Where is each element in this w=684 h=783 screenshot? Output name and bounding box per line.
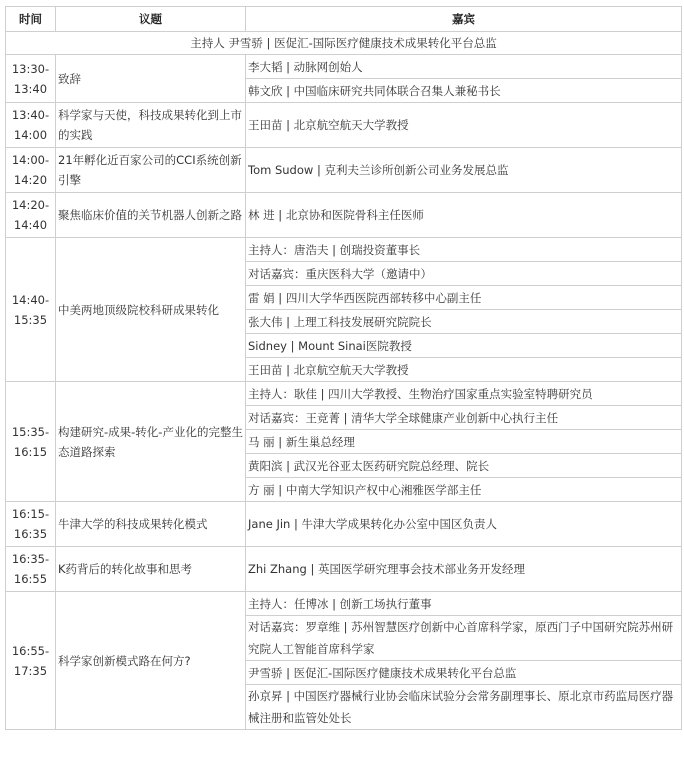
- session-time: 16:15-16:35: [6, 502, 56, 547]
- session-topic: 科学家与天使，科技成果转化到上市的实践: [56, 103, 246, 148]
- header-time: 时间: [6, 7, 56, 32]
- guest-cell: 尹雪骄 | 医促汇-国际医疗健康技术成果转化平台总监: [246, 661, 682, 685]
- session-row: [6, 103, 682, 148]
- session-topic: 牛津大学的科技成果转化模式: [56, 502, 246, 547]
- session-topic: 中美两地顶级院校科研成果转化: [56, 238, 246, 382]
- guest-cell: 对话嘉宾：重庆医科大学（邀请中）: [246, 262, 682, 286]
- guest-cell: 对话嘉宾：罗章维 | 苏州智慧医疗创新中心首席科学家，原西门子中国研究院苏州研究院人工智能首席科学家: [246, 616, 682, 661]
- session-time: 13:40-14:00: [6, 103, 56, 148]
- session-row: [6, 502, 682, 547]
- guest-cell: 黄阳滨 | 武汉光谷亚太医药研究院总经理、院长: [246, 454, 682, 478]
- host-cell: 主持人 尹雪骄 | 医促汇-国际医疗健康技术成果转化平台总监: [6, 32, 682, 55]
- session-time: 14:40-15:35: [6, 238, 56, 382]
- session-row: [6, 148, 682, 193]
- guest-cell: 主持人：唐浩夫 | 创瑞投资董事长: [246, 238, 682, 262]
- session-time: 16:55-17:35: [6, 592, 56, 730]
- guest-cell: Sidney | Mount Sinai医院教授: [246, 334, 682, 358]
- guest-cell: 雷 娟 | 四川大学华西医院西部转移中心副主任: [246, 286, 682, 310]
- session-topic: 科学家创新模式路在何方?: [56, 592, 246, 730]
- session-time: 15:35-16:15: [6, 382, 56, 502]
- session-time: 14:00-14:20: [6, 148, 56, 193]
- guest-cell: Zhi Zhang | 英国医学研究理事会技术部业务开发经理: [246, 547, 682, 592]
- agenda-table: [5, 6, 682, 730]
- header-guest: 嘉宾: [246, 7, 682, 32]
- session-row: [6, 592, 682, 616]
- session-time: 16:35-16:55: [6, 547, 56, 592]
- host-row: [6, 32, 682, 55]
- guest-cell: 马 丽 | 新生巢总经理: [246, 430, 682, 454]
- guest-cell: 林 进 | 北京协和医院骨科主任医师: [246, 193, 682, 238]
- guest-cell: 王田苗 | 北京航空航天大学教授: [246, 103, 682, 148]
- session-topic: K药背后的转化故事和思考: [56, 547, 246, 592]
- guest-cell: 韩文欣 | 中国临床研究共同体联合召集人兼秘书长: [246, 79, 682, 103]
- guest-cell: 张大伟 | 上理工科技发展研究院院长: [246, 310, 682, 334]
- session-topic: 构建研究-成果-转化-产业化的完整生态道路探索: [56, 382, 246, 502]
- session-topic: 致辞: [56, 55, 246, 103]
- guest-cell: 孙京昇 | 中国医疗器械行业协会临床试验分会常务副理事长、原北京市药监局医疗器械注册和监管处处长: [246, 685, 682, 730]
- session-topic: 21年孵化近百家公司的CCI系统创新引擎: [56, 148, 246, 193]
- session-row: [6, 238, 682, 262]
- guest-cell: 主持人：任博冰 | 创新工场执行董事: [246, 592, 682, 616]
- guest-cell: 李大韬 | 动脉网创始人: [246, 55, 682, 79]
- session-time: 13:30-13:40: [6, 55, 56, 103]
- guest-cell: Tom Sudow | 克利夫兰诊所创新公司业务发展总监: [246, 148, 682, 193]
- guest-cell: Jane Jin | 牛津大学成果转化办公室中国区负责人: [246, 502, 682, 547]
- session-row: [6, 193, 682, 238]
- guest-cell: 方 丽 | 中南大学知识产权中心湘雅医学部主任: [246, 478, 682, 502]
- session-row: [6, 547, 682, 592]
- session-row: [6, 55, 682, 79]
- guest-cell: 对话嘉宾：王竞菁 | 清华大学全球健康产业创新中心执行主任: [246, 406, 682, 430]
- session-row: [6, 382, 682, 406]
- guest-cell: 王田苗 | 北京航空航天大学教授: [246, 358, 682, 382]
- guest-cell: 主持人：耿佳 | 四川大学教授、生物治疗国家重点实验室特聘研究员: [246, 382, 682, 406]
- session-topic: 聚焦临床价值的关节机器人创新之路: [56, 193, 246, 238]
- session-time: 14:20-14:40: [6, 193, 56, 238]
- header-topic: 议题: [56, 7, 246, 32]
- header-row: [6, 7, 682, 32]
